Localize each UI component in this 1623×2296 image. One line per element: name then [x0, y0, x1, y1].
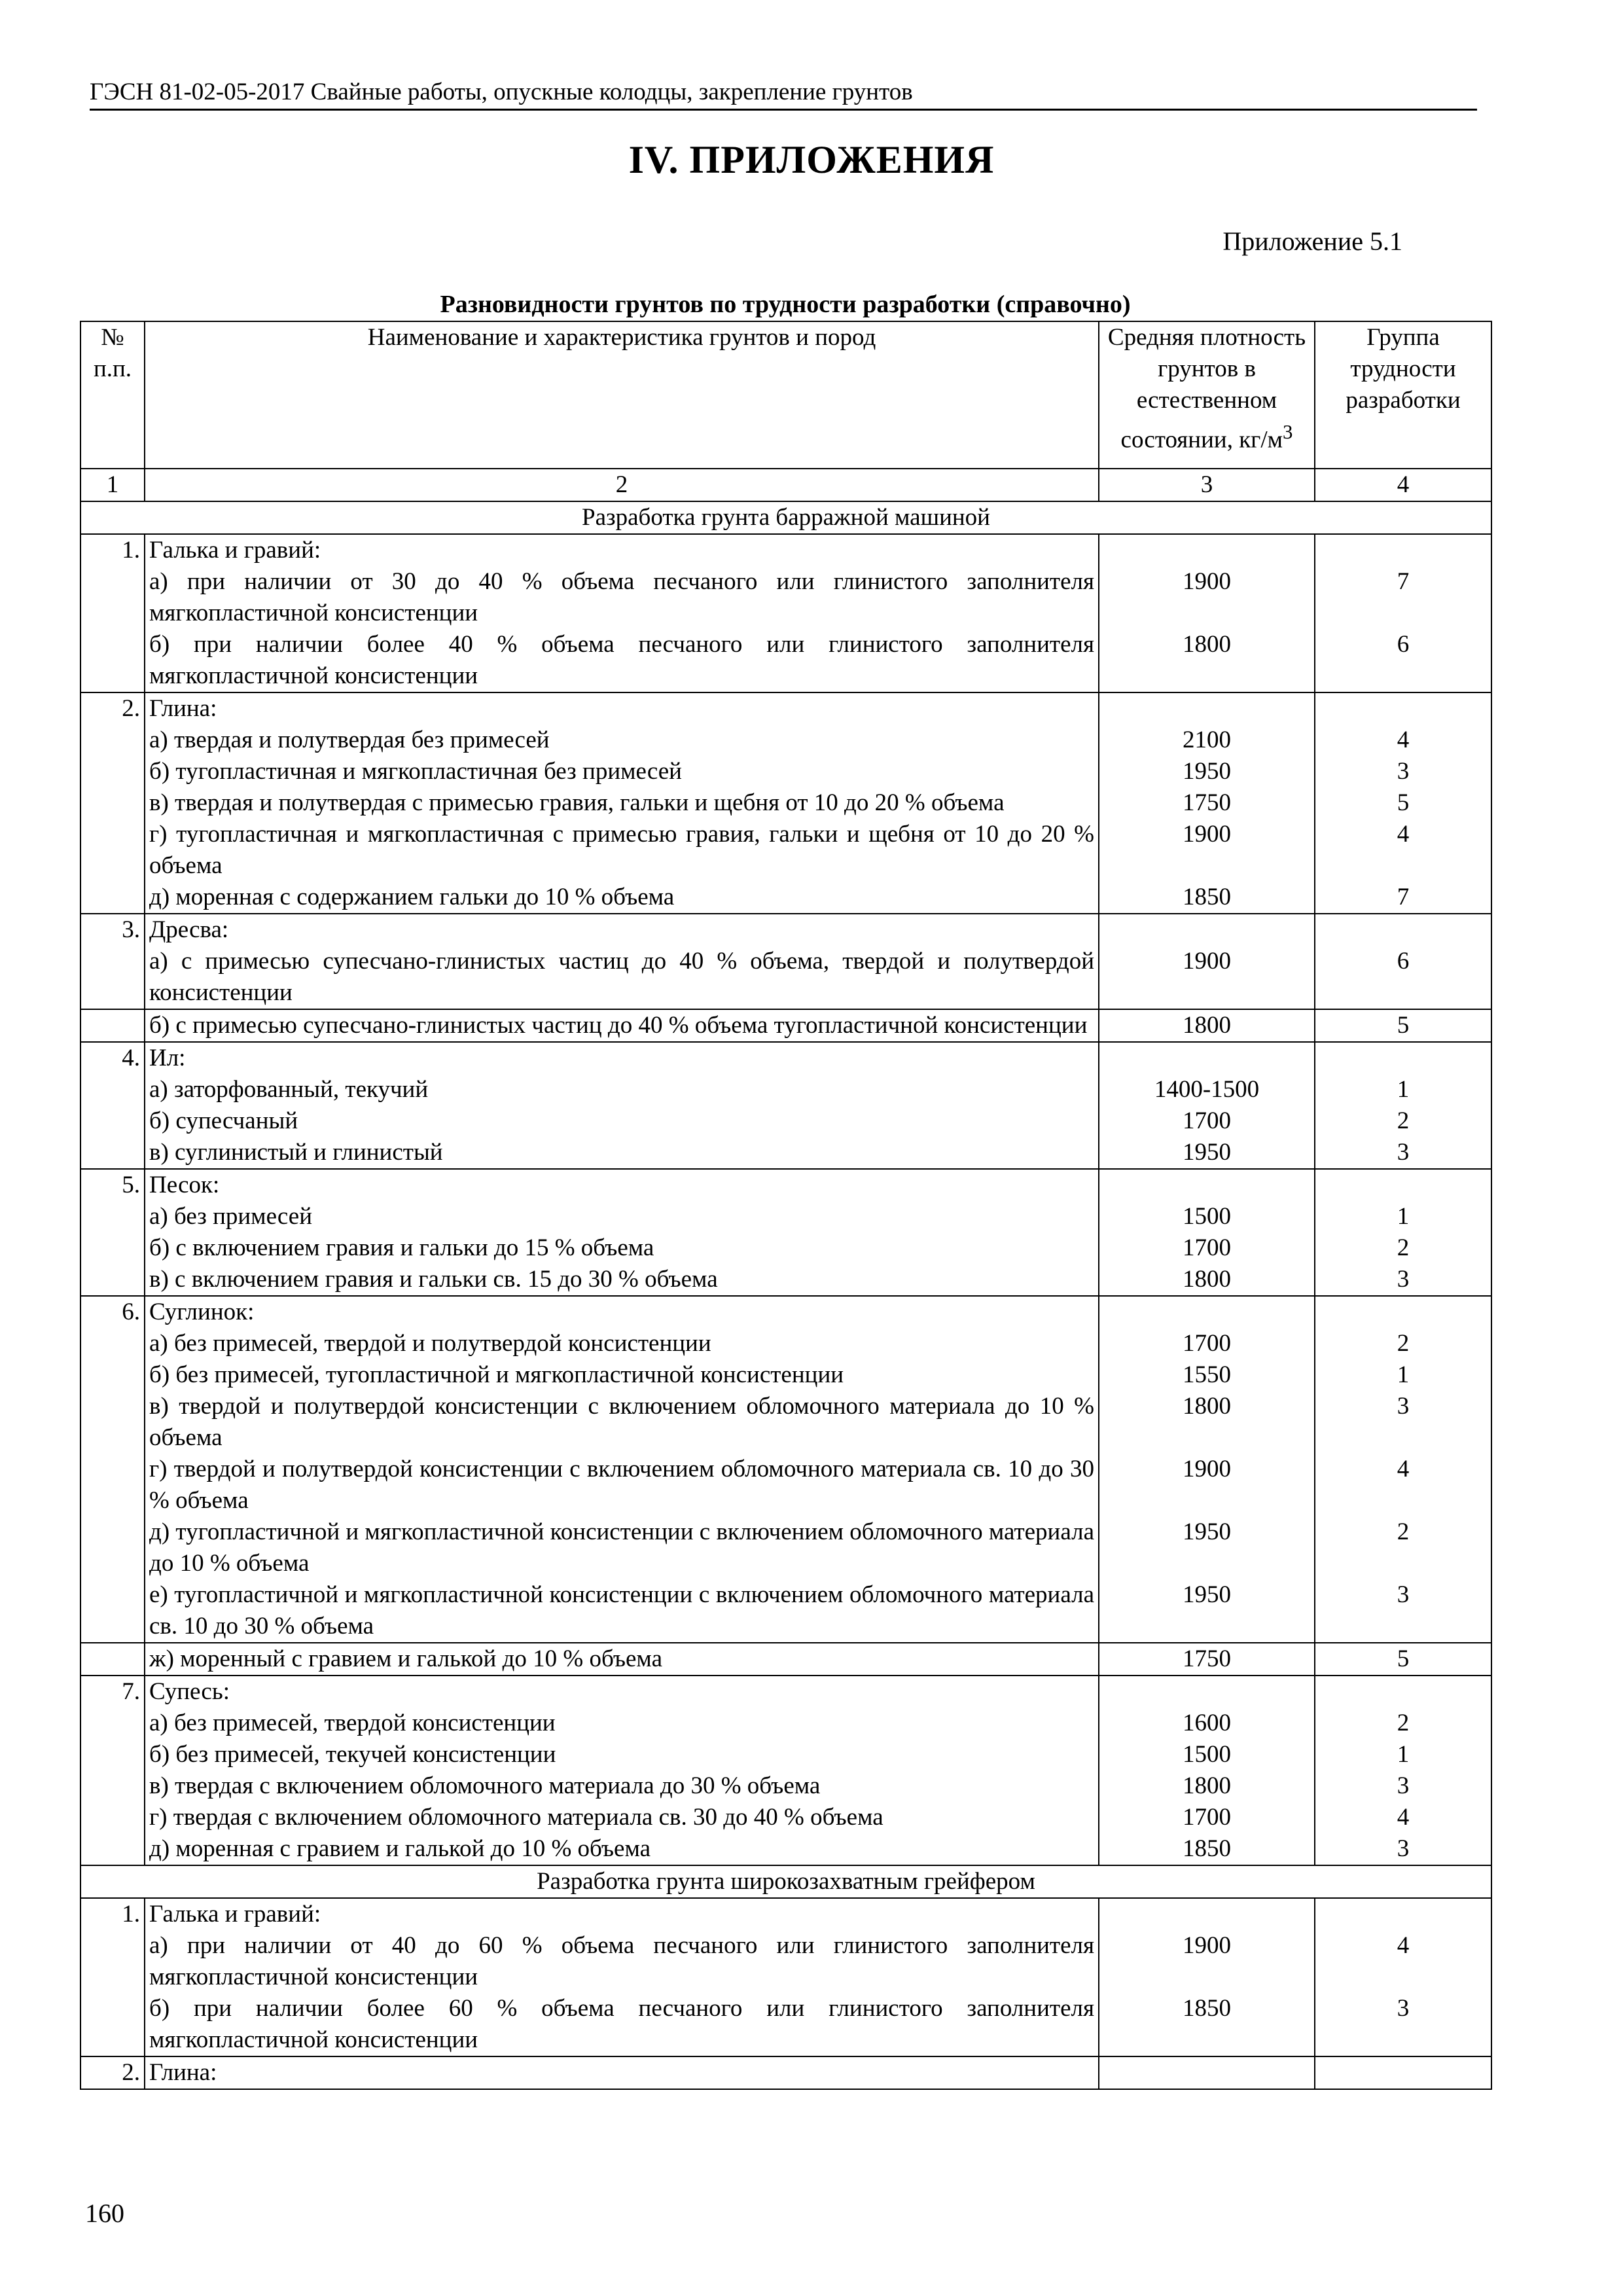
section-title-cell: Разработка грунта широкозахватным грейфером [80, 1865, 1491, 1898]
sub-item-density: 1800 [1183, 1393, 1231, 1420]
item-title: Глина: [149, 2059, 217, 2086]
sub-item-text: в) твердая и полутвердая с примесью гравия, гальки и щебня от 10 до 20 % объема [149, 789, 1005, 816]
sub-item-density: 1950 [1183, 1139, 1231, 1166]
item-density [1099, 914, 1315, 1009]
item-number-empty [80, 1643, 145, 1676]
item-number: 3. [80, 914, 145, 1009]
table-row [80, 2056, 1491, 2089]
item-group [1315, 2056, 1491, 2089]
sub-item-density: 1950 [1183, 1581, 1231, 1608]
sub-item-text: а) твердая и полутвердая без примесей [149, 726, 550, 753]
sub-item-group: 7 [1397, 568, 1410, 595]
sub-item-group: 2 [1397, 1710, 1410, 1736]
sub-item-density: 1900 [1183, 568, 1231, 595]
item-title: Глина: [149, 695, 217, 722]
sub-item-text: б) с включением гравия и гальки до 15 % объема [149, 1234, 654, 1261]
sub-item-group: 1 [1397, 1203, 1410, 1230]
spacer [1319, 1297, 1487, 1328]
item-number: 2. [80, 692, 145, 914]
table-row [80, 914, 1491, 1009]
sub-item-density: 1550 [1183, 1361, 1231, 1388]
item-density [1099, 2056, 1315, 2089]
item-title: Галька и гравий: [149, 537, 321, 564]
item-title: Супесь: [149, 1678, 230, 1705]
item-number: 6. [80, 1296, 145, 1643]
table-row [80, 1009, 1491, 1042]
sub-item-text: б) при наличии более 40 % объема песчаного или глинистого заполнителя мягкопластичной консистенции [149, 631, 1094, 689]
sub-item-group: 2 [1397, 1107, 1410, 1134]
item-number: 4. [80, 1042, 145, 1169]
item-density: 1800 [1099, 1009, 1315, 1042]
sub-item-text: в) с включением гравия и гальки св. 15 до 30 % объема [149, 1266, 718, 1293]
sub-item-density: 1900 [1183, 821, 1231, 848]
item-description [145, 1009, 1099, 1042]
header-name: Наименование и характеристика грунтов и пород [145, 321, 1099, 469]
page-number: 160 [85, 2198, 124, 2228]
item-description [145, 914, 1099, 1009]
spacer [1103, 1297, 1310, 1328]
sub-item-text: а) при наличии от 40 до 60 % объема песчаного или глинистого заполнителя мягкопластичной консистенции [149, 1932, 1094, 1990]
sub-item-text: в) твердая с включением обломочного материала до 30 % объема [149, 1772, 821, 1799]
sub-item-density: 1950 [1183, 1518, 1231, 1545]
sub-item-group: 4 [1397, 1456, 1410, 1482]
sub-item-group: 4 [1397, 821, 1410, 848]
sub-item-density: 1750 [1183, 789, 1231, 816]
item-group [1315, 692, 1491, 914]
item-title: Ил: [149, 1045, 186, 1071]
item-group [1315, 1898, 1491, 2056]
item-number: 1. [80, 534, 145, 692]
sub-item-text: а) без примесей, твердой консистенции [149, 1710, 556, 1736]
sub-item-group: 3 [1397, 758, 1410, 785]
sub-item-group: 5 [1397, 789, 1410, 816]
item-title: Дресва: [149, 916, 229, 943]
sub-item-density: 1700 [1183, 1330, 1231, 1357]
table-row [80, 1676, 1491, 1865]
item-description [145, 1643, 1099, 1676]
sub-item-text: б) без примесей, текучей консистенции [149, 1741, 556, 1768]
item-density [1099, 534, 1315, 692]
table-row [80, 692, 1491, 914]
item-description [145, 1169, 1099, 1296]
sub-item-group: 3 [1397, 1772, 1410, 1799]
sub-item-text: а) заторфованный, текучий [149, 1076, 429, 1103]
table-row [80, 1169, 1491, 1296]
item-number: 2. [80, 2056, 145, 2089]
sub-item-density: 1800 [1183, 1772, 1231, 1799]
item-description [145, 692, 1099, 914]
sub-item-density: 1850 [1183, 1995, 1231, 2022]
section-row [80, 1865, 1491, 1898]
spacer [1103, 693, 1310, 725]
item-description [145, 1898, 1099, 2056]
sub-item-density: 1700 [1183, 1107, 1231, 1134]
spacer [1319, 1676, 1487, 1708]
item-density [1099, 1296, 1315, 1643]
item-density [1099, 692, 1315, 914]
sub-item-text: б) тугопластичная и мягкопластичная без примесей [149, 758, 682, 785]
sub-item-group: 1 [1397, 1741, 1410, 1768]
section-title: IV. ПРИЛОЖЕНИЯ [628, 138, 995, 181]
spacer [1319, 693, 1487, 725]
sub-item-group: 3 [1397, 1835, 1410, 1862]
item-description [145, 1042, 1099, 1169]
sub-item-group: 6 [1397, 948, 1410, 975]
table-title: Разновидности грунтов по трудности разработки (справочно) [440, 291, 1131, 318]
item-title: Песок: [149, 1172, 220, 1198]
sub-item-text: б) без примесей, тугопластичной и мягкопластичной консистенции [149, 1361, 844, 1388]
sub-item-text: а) при наличии от 30 до 40 % объема песчаного или глинистого заполнителя мягкопластичной консистенции [149, 568, 1094, 626]
sub-item-text: д) моренная с содержанием гальки до 10 % объема [149, 884, 675, 910]
section-title-cell: Разработка грунта барражной машиной [80, 501, 1491, 534]
running-header: ГЭСН 81-02-05-2017 Свайные работы, опускные колодцы, закрепление грунтов [90, 77, 1477, 111]
sub-item-text: е) тугопластичной и мягкопластичной консистенции с включением обломочного материала св. 10 до 30 % объема [149, 1581, 1094, 1640]
item-density [1099, 1898, 1315, 2056]
item-number-empty [80, 1009, 145, 1042]
sub-item-text: в) твердой и полутвердой консистенции с включением обломочного материала до 10 % объема [149, 1393, 1094, 1451]
sub-item-text: ж) моренный с гравием и галькой до 10 % объема [149, 1645, 663, 1672]
colnum-1: 1 [80, 469, 145, 501]
item-group: 5 [1315, 1009, 1491, 1042]
sub-item-text: б) при наличии более 60 % объема песчаного или глинистого заполнителя мягкопластичной консистенции [149, 1995, 1094, 2053]
spacer [1103, 535, 1310, 566]
sub-item-density: 1700 [1183, 1234, 1231, 1261]
sub-item-density: 1700 [1183, 1804, 1231, 1831]
item-density [1099, 1042, 1315, 1169]
sub-item-density: 1500 [1183, 1741, 1231, 1768]
item-group [1315, 914, 1491, 1009]
sub-item-density: 1500 [1183, 1203, 1231, 1230]
sub-item-density: 2100 [1183, 726, 1231, 753]
item-description [145, 1296, 1099, 1643]
sub-item-text: д) тугопластичной и мягкопластичной консистенции с включением обломочного материала до 10 % объема [149, 1518, 1094, 1577]
sub-item-density: 1850 [1183, 1835, 1231, 1862]
sub-item-density: 1900 [1183, 1456, 1231, 1482]
sub-item-text: б) с примесью супесчано-глинистых частиц до 40 % объема тугопластичной консистенции [149, 1012, 1088, 1039]
spacer [1103, 2057, 1310, 2089]
colnum-3: 3 [1099, 469, 1315, 501]
table-row [80, 1042, 1491, 1169]
spacer [1319, 2057, 1487, 2089]
table-row [80, 534, 1491, 692]
sub-item-group: 1 [1397, 1361, 1410, 1388]
spacer [1103, 1676, 1310, 1708]
item-number: 7. [80, 1676, 145, 1865]
section-row [80, 501, 1491, 534]
table-row [80, 1296, 1491, 1643]
spacer [1319, 1043, 1487, 1074]
item-group [1315, 1169, 1491, 1296]
spacer [1103, 1043, 1310, 1074]
sub-item-density: 1900 [1183, 1932, 1231, 1959]
sub-item-group: 4 [1397, 1932, 1410, 1959]
spacer [1319, 914, 1487, 946]
table-row [80, 1898, 1491, 2056]
header-group: Группа трудности разработки [1315, 321, 1491, 469]
sub-item-group: 6 [1397, 631, 1410, 658]
spacer [1319, 1899, 1487, 1930]
sub-item-density: 1400-1500 [1154, 1076, 1260, 1103]
spacer [1319, 535, 1487, 566]
item-number: 5. [80, 1169, 145, 1296]
soil-table [80, 321, 1492, 2090]
item-description [145, 1676, 1099, 1865]
sub-item-text: а) без примесей [149, 1203, 313, 1230]
sub-item-text: а) с примесью супесчано-глинистых частиц до 40 % объема, твердой и полутвердой консистенции [149, 948, 1094, 1006]
table-header-row [80, 321, 1491, 469]
sub-item-group: 4 [1397, 1804, 1410, 1831]
sub-item-group: 7 [1397, 884, 1410, 910]
item-group [1315, 1296, 1491, 1643]
sub-item-group: 3 [1397, 1139, 1410, 1166]
item-title: Суглинок: [149, 1299, 255, 1325]
sub-item-text: г) твердой и полутвердой консистенции с включением обломочного материала св. 10 до 30 % объема [149, 1456, 1094, 1514]
sub-item-text: г) тугопластичная и мягкопластичная с примесью гравия, гальки и щебня от 10 до 20 % объема [149, 821, 1094, 879]
appendix-label: Приложение 5.1 [1222, 226, 1402, 256]
item-group [1315, 1042, 1491, 1169]
sub-item-group: 4 [1397, 726, 1410, 753]
header-density: Средняя плотность грунтов в естественном состоянии, $кг/м^3$ [1099, 321, 1315, 469]
item-density: 1750 [1099, 1643, 1315, 1676]
sub-item-group: 3 [1397, 1266, 1410, 1293]
sub-item-density: 1850 [1183, 884, 1231, 910]
item-title: Галька и гравий: [149, 1901, 321, 1928]
item-group: 5 [1315, 1643, 1491, 1676]
item-density [1099, 1676, 1315, 1865]
spacer [1103, 1899, 1310, 1930]
spacer [1103, 914, 1310, 946]
colnum-4: 4 [1315, 469, 1491, 501]
sub-item-group: 3 [1397, 1581, 1410, 1608]
sub-item-density: 1600 [1183, 1710, 1231, 1736]
sub-item-density: 1800 [1183, 631, 1231, 658]
item-description [145, 2056, 1099, 2089]
item-group [1315, 1676, 1491, 1865]
colnum-2: 2 [145, 469, 1099, 501]
sub-item-density: 1800 [1183, 1266, 1231, 1293]
item-group [1315, 534, 1491, 692]
sub-item-group: 2 [1397, 1330, 1410, 1357]
item-description [145, 534, 1099, 692]
sub-item-text: г) твердая с включением обломочного материала св. 30 до 40 % объема [149, 1804, 883, 1831]
sub-item-group: 3 [1397, 1393, 1410, 1420]
sub-item-group: 2 [1397, 1518, 1410, 1545]
sub-item-group: 1 [1397, 1076, 1410, 1103]
sub-item-text: а) без примесей, твердой и полутвердой консистенции [149, 1330, 711, 1357]
sub-item-group: 3 [1397, 1995, 1410, 2022]
column-numbers-row [80, 469, 1491, 501]
sub-item-density: 1900 [1183, 948, 1231, 975]
table-row [80, 1643, 1491, 1676]
sub-item-text: д) моренная с гравием и галькой до 10 % объема [149, 1835, 651, 1862]
sub-item-group: 2 [1397, 1234, 1410, 1261]
sub-item-density: 1950 [1183, 758, 1231, 785]
item-number: 1. [80, 1898, 145, 2056]
spacer [1103, 1170, 1310, 1201]
item-density [1099, 1169, 1315, 1296]
sub-item-text: б) супесчаный [149, 1107, 298, 1134]
sub-item-text: в) суглинистый и глинистый [149, 1139, 443, 1166]
header-num: № п.п. [80, 321, 145, 469]
spacer [1319, 1170, 1487, 1201]
